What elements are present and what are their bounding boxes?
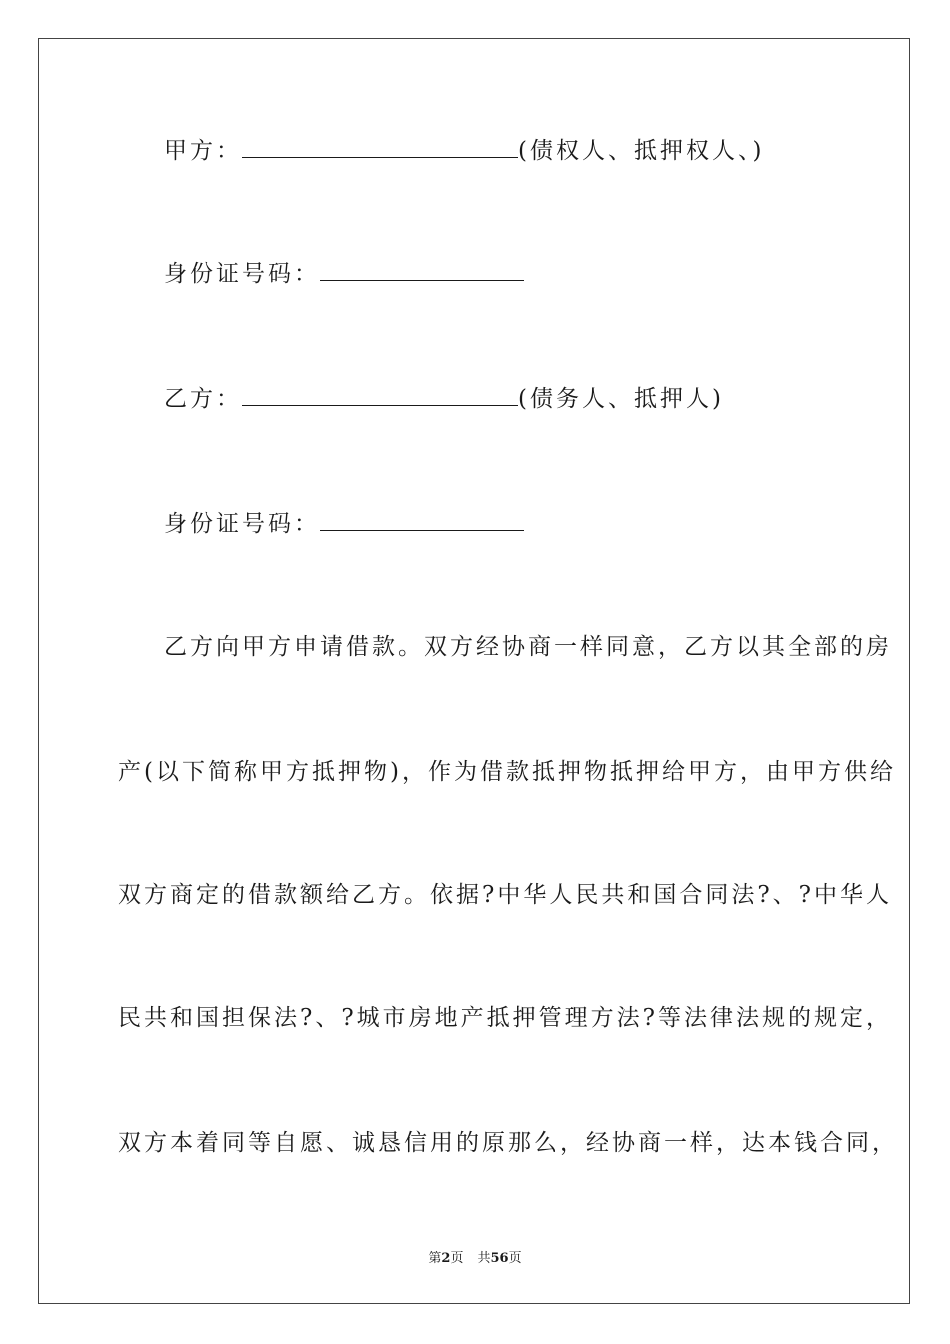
party-a-blank xyxy=(242,135,518,158)
total-suffix: 页 xyxy=(508,1251,522,1266)
party-b-blank xyxy=(242,383,518,406)
party-b-id-blank xyxy=(320,508,524,531)
body-line-3: 双方商定的借款额给乙方。依据?中华人民共和国合同法?、?中华人 xyxy=(118,882,892,908)
party-a-id-label: 身份证号码： xyxy=(164,261,320,287)
page-footer xyxy=(0,1247,950,1266)
total-prefix: 共 xyxy=(477,1251,491,1266)
body-line-4: 民共和国担保法?、?城市房地产抵押管理方法?等法律法规的规定， xyxy=(118,1005,892,1031)
party-a-id-blank xyxy=(320,258,524,281)
body-line-1: 乙方向甲方申请借款。双方经协商一样同意，乙方以其全部的房 xyxy=(164,634,892,660)
party-b-id-label: 身份证号码： xyxy=(164,511,320,537)
party-a-note: (债权人、抵押权人、) xyxy=(518,138,765,164)
page-border xyxy=(38,38,910,1304)
party-a-label: 甲方： xyxy=(164,138,242,164)
total-pages: 56 xyxy=(490,1251,509,1266)
page-number: 2 xyxy=(441,1251,451,1266)
body-line-5: 双方本着同等自愿、诚恳信用的原那么，经协商一样，达本钱合同， xyxy=(118,1130,898,1156)
party-b-id-line xyxy=(164,508,524,539)
party-a-id-line xyxy=(164,258,524,289)
party-b-label: 乙方： xyxy=(164,386,242,412)
party-b-note: (债务人、抵押人) xyxy=(518,386,724,412)
party-a-line xyxy=(164,135,764,166)
page-suffix: 页 xyxy=(450,1251,464,1266)
page-prefix: 第 xyxy=(428,1251,442,1266)
party-b-line xyxy=(164,383,724,414)
body-line-2: 产(以下简称甲方抵押物)，作为借款抵押物抵押给甲方，由甲方供给 xyxy=(118,759,896,785)
